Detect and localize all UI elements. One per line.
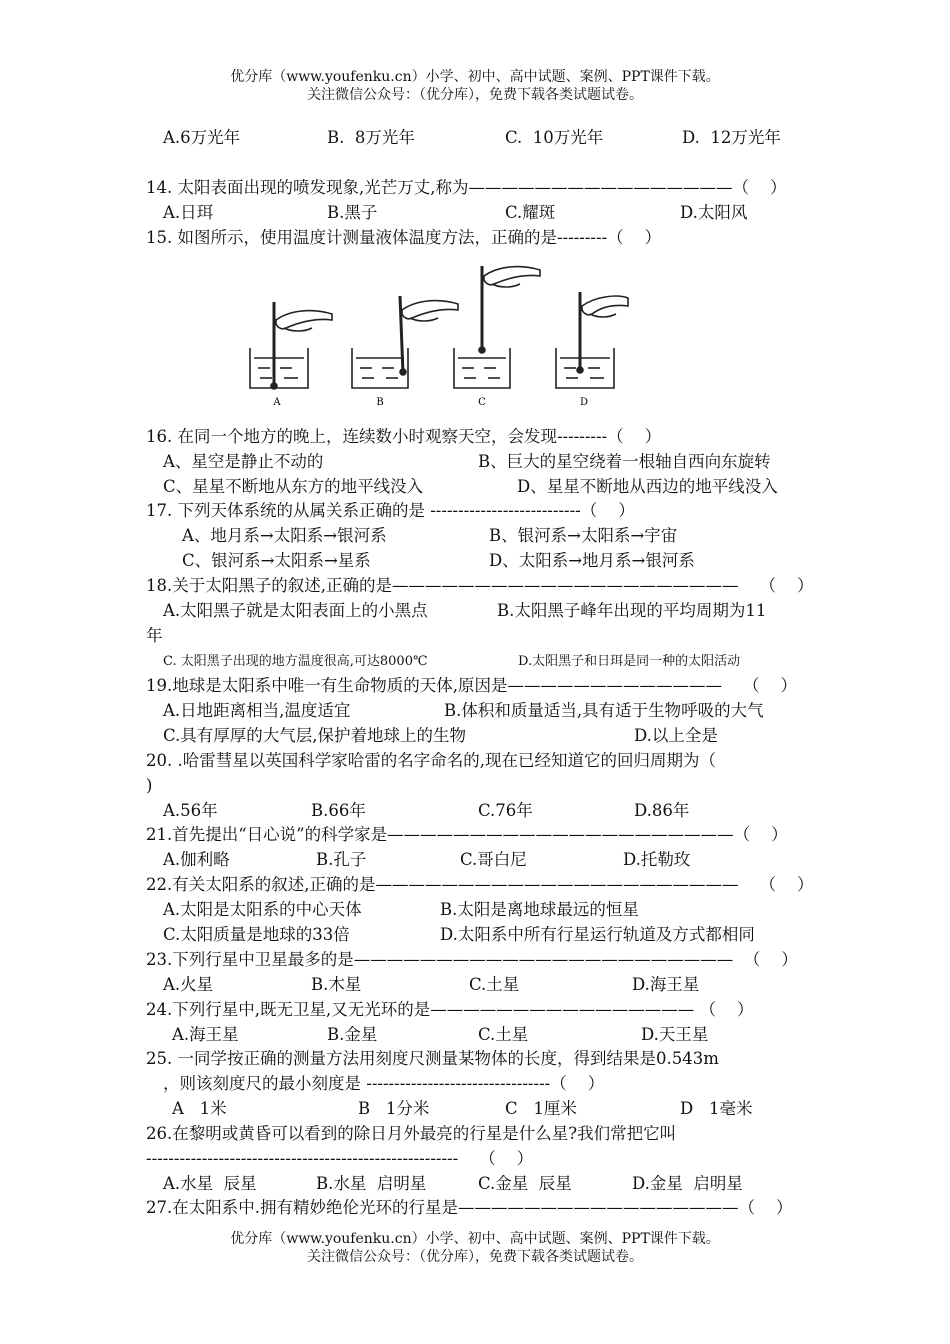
q23-option-a: A.火星: [163, 975, 214, 994]
q26-option-a: A.水星 辰星: [163, 1174, 257, 1193]
q16-option-a: A、星空是静止不动的: [163, 452, 324, 471]
q17-option-c: C、银河系→太阳系→星系: [182, 551, 371, 570]
q17-option-b: B、银河系→太阳系→宇宙: [489, 526, 678, 545]
q19-option-b: B.体积和质量适当,具有适于生物呼吸的大气: [444, 701, 764, 720]
q14-option-c: C.耀斑: [505, 203, 556, 222]
q21-option-a: A.伽利略: [163, 850, 230, 869]
q24-stem: 24.下列行星中,既无卫星,又无光环的是———————————————— （ ）: [146, 1000, 754, 1019]
q16-option-d: D、星星不断地从西边的地平线没入: [517, 477, 778, 496]
q24-option-b: B.金星: [327, 1025, 378, 1044]
figure-label-a: A: [273, 397, 281, 408]
beaker-a: [250, 302, 332, 389]
figure-label-b: B: [376, 397, 384, 408]
q22-stem: 22.有关太阳系的叙述,正确的是—————————————————————— （ ）: [146, 875, 814, 894]
footer-line-2: 关注微信公众号：（优分库），免费下载各类试题试卷。: [307, 1249, 643, 1265]
thermometer-figure: [240, 262, 630, 412]
q17-stem: 17. 下列天体系统的从属关系正确的是 ---------------------------（ ）: [146, 501, 635, 520]
q18-option-c: C. 太阳黑子出现的地方温度很高,可达8000℃: [163, 654, 428, 669]
q20-option-c: C.76年: [478, 801, 533, 820]
q22-option-d: D.太阳系中所有行星运行轨道及方式都相同: [440, 925, 755, 944]
q25-option-a: A 1米: [172, 1099, 227, 1118]
q24-option-d: D.天王星: [641, 1025, 709, 1044]
q25-option-b: B 1分米: [358, 1099, 430, 1118]
q18-stem: 18.关于太阳黑子的叙述,正确的是————————————————————— （ ）: [146, 576, 814, 595]
q19-option-d: D.以上全是: [634, 726, 718, 745]
q13-option-b: B. 8万光年: [327, 128, 415, 147]
q25-option-c: C 1厘米: [505, 1099, 577, 1118]
q21-option-d: D.托勒玫: [623, 850, 691, 869]
beaker-d: [556, 292, 628, 388]
q25-option-d: D 1毫米: [680, 1099, 753, 1118]
q18-option-b: B.太阳黑子峰年出现的平均周期为11: [497, 601, 767, 620]
q24-option-a: A.海王星: [172, 1025, 239, 1044]
q22-option-a: A.太阳是太阳系的中心天体: [163, 900, 362, 919]
q17-option-a: A、地月系→太阳系→银河系: [182, 526, 387, 545]
q20-option-d: D.86年: [634, 801, 690, 820]
q26-option-d: D.金星 启明星: [632, 1174, 743, 1193]
footer-line-1: 优分库（www.youfenku.cn）小学、初中、高中试题、案例、PPT课件下载。: [230, 1231, 720, 1247]
q21-stem: 21.首先提出“日心说”的科学家是—————————————————————（ ）: [146, 825, 788, 844]
q14-option-d: D.太阳风: [680, 203, 748, 222]
q25-stem: 25. 一同学按正确的测量方法用刻度尺测量某物体的长度，得到结果是0.543m: [146, 1049, 719, 1068]
q25-stem-2: ，则该刻度尺的最小刻度是 ---------------------------------（ ）: [163, 1074, 605, 1093]
q13-option-d: D. 12万光年: [682, 128, 781, 147]
beaker-b: [352, 296, 458, 388]
q26-option-c: C.金星 辰星: [478, 1174, 572, 1193]
q21-option-c: C.哥白尼: [460, 850, 527, 869]
q26-stem-2: -------------------------------------------------------- （ ）: [146, 1149, 534, 1168]
q23-stem: 23.下列行星中卫星最多的是——————————————————————— （ ）: [146, 950, 798, 969]
q24-option-c: C.土星: [478, 1025, 529, 1044]
q27-stem: 27.在太阳系中.拥有精妙绝伦光环的行星是—————————————————（ ）: [146, 1198, 793, 1217]
q21-option-b: B.孔子: [316, 850, 367, 869]
q20-option-a: A.56年: [163, 801, 218, 820]
q22-option-c: C.太阳质量是地球的33倍: [163, 925, 350, 944]
q26-stem: 26.在黎明或黄昏可以看到的除日月外最亮的行星是什么星?我们常把它叫: [146, 1124, 677, 1143]
q16-option-c: C、星星不断地从东方的地平线没入: [163, 477, 424, 496]
q15-stem: 15. 如图所示，使用温度计测量液体温度方法，正确的是---------（ ）: [146, 228, 662, 247]
q18-option-d: D.太阳黑子和日珥是同一种的太阳活动: [518, 654, 741, 669]
q26-option-b: B.水星 启明星: [316, 1174, 427, 1193]
q18-option-a: A.太阳黑子就是太阳表面上的小黑点: [163, 601, 428, 620]
q22-option-b: B.太阳是离地球最远的恒星: [440, 900, 639, 919]
q18-option-b-wrap: 年: [146, 626, 163, 645]
figure-label-d: D: [579, 397, 589, 408]
q13-option-c: C. 10万光年: [505, 128, 604, 147]
beaker-c: [454, 266, 540, 388]
header-line-1: 优分库（www.youfenku.cn）小学、初中、高中试题、案例、PPT课件下载。: [230, 69, 720, 85]
q23-option-b: B.木星: [311, 975, 362, 994]
q14-stem: 14. 太阳表面出现的喷发现象,光芒万丈,称为————————————————（ ）: [146, 178, 787, 197]
q19-option-c: C.具有厚厚的大气层,保护着地球上的生物: [163, 726, 467, 745]
header-line-2: 关注微信公众号：（优分库），免费下载各类试题试卷。: [307, 87, 643, 103]
q14-option-a: A.日珥: [163, 203, 214, 222]
q19-stem: 19.地球是太阳系中唯一有生命物质的天体,原因是————————————— （ ）: [146, 676, 797, 695]
q13-option-a: A.6万光年: [163, 128, 241, 147]
q17-option-d: D、太阳系→地月系→银河系: [489, 551, 695, 570]
q16-option-b: B、巨大的星空绕着一根轴自西向东旋转: [478, 452, 771, 471]
q16-stem: 16. 在同一个地方的晚上，连续数小时观察天空，会发现---------（ ）: [146, 427, 662, 446]
figure-label-c: C: [478, 397, 486, 408]
q20-stem: 20. .哈雷彗星以英国科学家哈雷的名字命名的,现在已经知道它的回归周期为（: [146, 751, 716, 770]
q23-option-c: C.土星: [469, 975, 520, 994]
q20-option-b: B.66年: [311, 801, 366, 820]
q14-option-b: B.黑子: [327, 203, 378, 222]
q23-option-d: D.海王星: [632, 975, 700, 994]
q19-option-a: A.日地距离相当,温度适宜: [163, 701, 351, 720]
q20-stem-end: ): [146, 776, 153, 795]
